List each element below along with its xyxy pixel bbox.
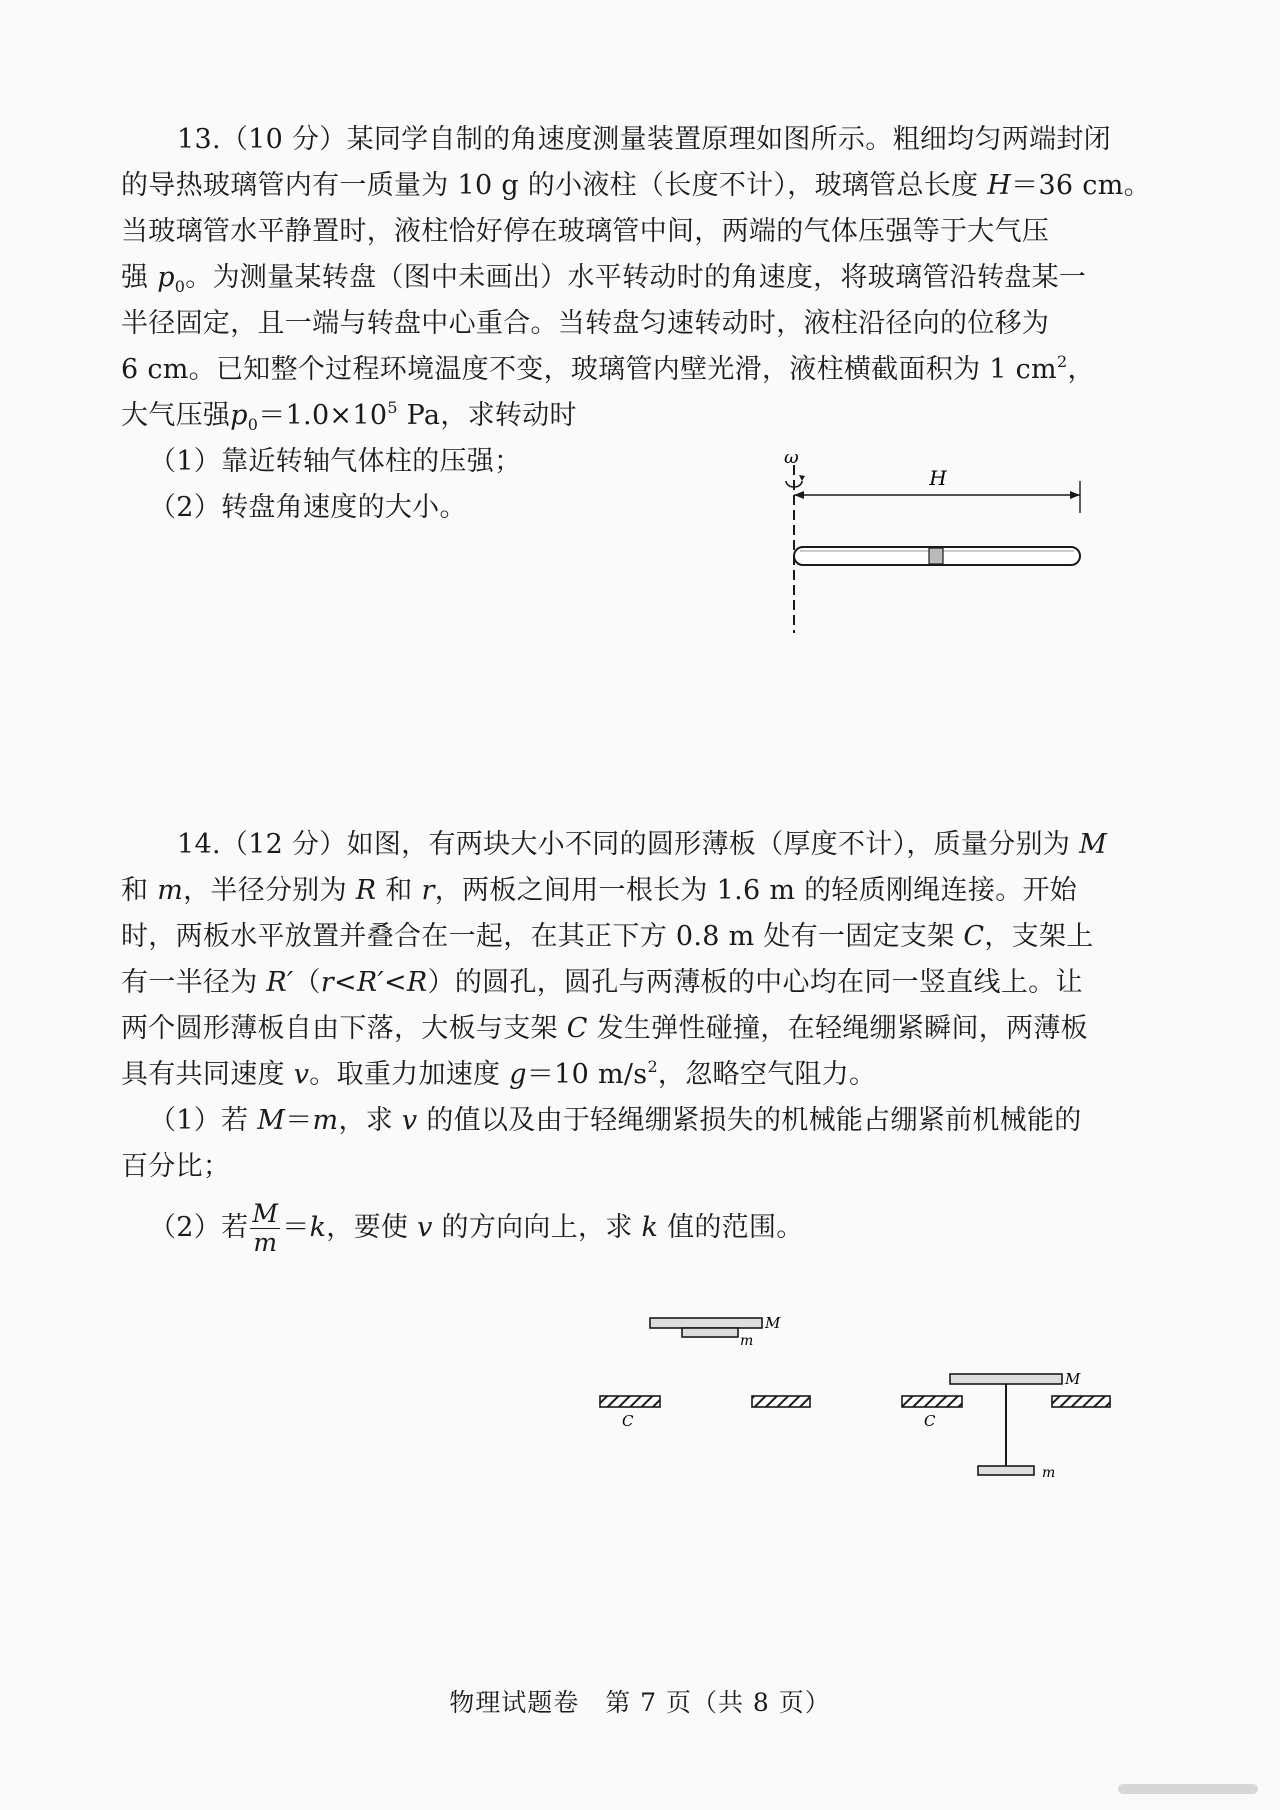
omega-label: ω	[784, 447, 799, 468]
q13-figure	[760, 445, 1120, 635]
q14-line: 和 m，半径分别为 R 和 r，两板之间用一根长为 1.6 m 的轻质刚绳连接。开始	[121, 875, 1078, 906]
q13-line: 强 $p_0$。为测量某转盘（图中未画出）水平转动时的角速度，将玻璃管沿转盘某一	[121, 262, 1087, 296]
q14-line: 14.（12 分）如图，有两块大小不同的圆形薄板（厚度不计），质量分别为 M	[177, 829, 1108, 860]
label-m: m	[740, 1333, 754, 1349]
q14-figure	[590, 1310, 1130, 1490]
dimension-arrow-left	[794, 491, 804, 499]
q14-line: 两个圆形薄板自由下落，大板与支架 C 发生弹性碰撞，在轻绳绷紧瞬间，两薄板	[121, 1013, 1088, 1044]
small-plate-m-after	[978, 1466, 1034, 1475]
support-left-a	[600, 1396, 660, 1407]
q13-subquestion-2: （2）转盘角速度的大小。	[149, 492, 467, 523]
dimension-arrow-right	[1070, 491, 1080, 499]
page-footer: 物理试题卷 第 7 页（共 8 页）	[449, 1688, 831, 1717]
tube-length-label: H	[929, 466, 947, 490]
large-plate-M-after	[950, 1374, 1062, 1384]
label-C-after: C	[924, 1412, 936, 1430]
mass-ratio-fraction: $\frac{M}{m}$	[252, 1199, 279, 1257]
liquid-column	[929, 548, 943, 564]
support-right-a	[902, 1396, 962, 1407]
q13-line: 的导热玻璃管内有一质量为 10 g 的小液柱（长度不计），玻璃管总长度 H＝36 cm。	[121, 170, 1151, 201]
q14-subquestion-2: （2）若 $\frac{M}{m}$ ＝k，要使 v 的方向向上，求 k 值的范围。	[149, 1199, 804, 1257]
q13-line: 13.（10 分）某同学自制的角速度测量装置原理如图所示。粗细均匀两端封闭	[177, 124, 1111, 155]
large-plate-M	[650, 1318, 762, 1328]
q13-line: 大气压强$p_0=1.0\times 10^5$ Pa，求转动时	[121, 398, 577, 434]
q14-line: 时，两板水平放置并叠合在一起，在其正下方 0.8 m 处有一固定支架 C，支架上	[121, 921, 1094, 952]
label-M-after: M	[1065, 1370, 1081, 1388]
q13-line: 半径固定，且一端与转盘中心重合。当转盘匀速转动时，液柱沿径向的位移为	[121, 308, 1050, 339]
support-right-b	[1052, 1396, 1110, 1407]
question-14	[121, 822, 1126, 1257]
support-left-b	[752, 1396, 810, 1407]
horizontal-scrollbar[interactable]	[1118, 1784, 1258, 1794]
q14-line: 有一半径为 R′（r<R′<R）的圆孔，圆孔与两薄板的中心均在同一竖直线上。让	[121, 967, 1083, 998]
label-M: M	[765, 1314, 781, 1332]
label-m-after: m	[1042, 1465, 1056, 1481]
q14-line: 具有共同速度 v。取重力加速度 g＝10 $m/s^2$，忽略空气阻力。	[121, 1057, 877, 1090]
small-plate-m	[682, 1328, 738, 1337]
label-C: C	[622, 1412, 634, 1430]
q14-subquestion-1-cont: 百分比；	[121, 1151, 231, 1182]
q13-line: 当玻璃管水平静置时，液柱恰好停在玻璃管中间，两端的气体压强等于大气压	[121, 216, 1050, 247]
q13-subquestion-1: （1）靠近转轴气体柱的压强；	[149, 446, 522, 477]
q14-subquestion-1: （1）若 M＝m，求 v 的值以及由于轻绳绷紧损失的机械能占绷紧前机械能的	[149, 1105, 1082, 1136]
q13-line: 6 cm。已知整个过程环境温度不变，玻璃管内壁光滑，液柱横截面积为 1 $cm^2$，	[121, 352, 1095, 385]
